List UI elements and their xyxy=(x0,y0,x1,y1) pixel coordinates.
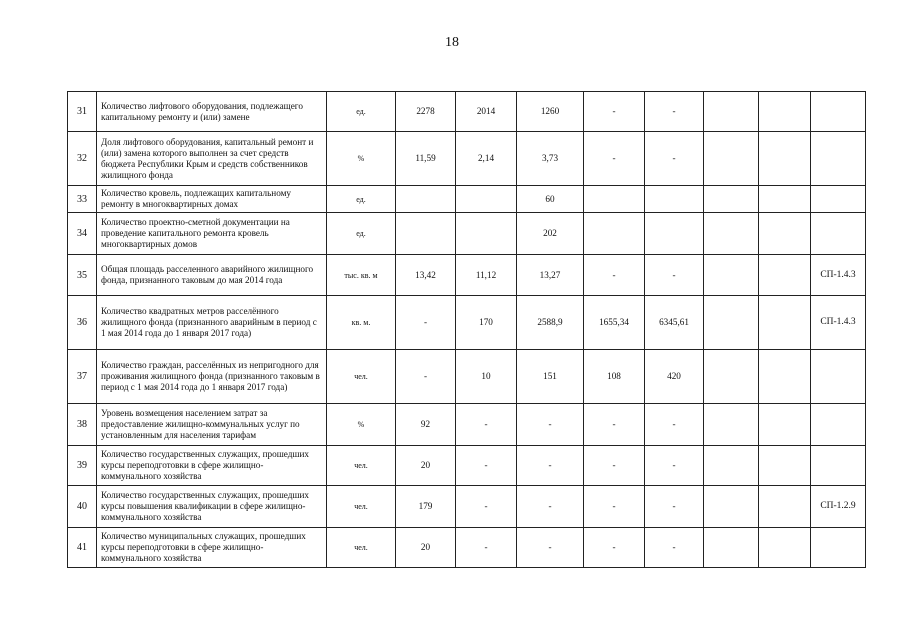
table-row xyxy=(68,350,866,404)
program-code-cell: СП-1.4.3 xyxy=(811,296,866,350)
row-number: 32 xyxy=(68,132,97,186)
value-cell-5: - xyxy=(645,92,704,132)
indicator-description: Общая площадь расселенного аварийного жилищного фонда, признанного таковым до мая 2014 года xyxy=(97,255,327,296)
table-row xyxy=(68,255,866,296)
row-number: 35 xyxy=(68,255,97,296)
value-cell-6 xyxy=(704,132,759,186)
value-cell-4: - xyxy=(584,404,645,446)
value-cell-7 xyxy=(759,296,811,350)
value-cell-5: - xyxy=(645,446,704,486)
row-number: 39 xyxy=(68,446,97,486)
value-cell-6 xyxy=(704,255,759,296)
value-cell-7 xyxy=(759,92,811,132)
value-cell-1: 11,59 xyxy=(396,132,456,186)
program-code-cell xyxy=(811,92,866,132)
value-cell-6 xyxy=(704,446,759,486)
unit-cell: чел. xyxy=(327,350,396,404)
row-number: 31 xyxy=(68,92,97,132)
unit-cell: чел. xyxy=(327,446,396,486)
table-row xyxy=(68,92,866,132)
unit-cell: % xyxy=(327,404,396,446)
program-code-cell xyxy=(811,213,866,255)
program-code-cell: СП-1.4.3 xyxy=(811,255,866,296)
value-cell-3: 1260 xyxy=(517,92,584,132)
page-number: 18 xyxy=(445,35,459,50)
value-cell-4: - xyxy=(584,255,645,296)
table-row xyxy=(68,486,866,528)
indicator-description: Количество проектно-сметной документации на проведение капитального ремонта кровель многоквартирных домов xyxy=(97,213,327,255)
value-cell-1: - xyxy=(396,296,456,350)
value-cell-2: 11,12 xyxy=(456,255,517,296)
table-row xyxy=(68,132,866,186)
value-cell-3: 202 xyxy=(517,213,584,255)
value-cell-3: 151 xyxy=(517,350,584,404)
row-number: 34 xyxy=(68,213,97,255)
unit-cell: кв. м. xyxy=(327,296,396,350)
program-code-cell xyxy=(811,446,866,486)
value-cell-5: 420 xyxy=(645,350,704,404)
value-cell-2 xyxy=(456,186,517,213)
program-code-cell xyxy=(811,528,866,568)
value-cell-5: - xyxy=(645,528,704,568)
table-row xyxy=(68,446,866,486)
value-cell-3: 3,73 xyxy=(517,132,584,186)
indicator-description: Количество государственных служащих, прошедших курсы повышения квалификации в сфере жилищно-коммунального хозяйства xyxy=(97,486,327,528)
program-code-cell: СП-1.2.9 xyxy=(811,486,866,528)
indicator-description: Доля лифтового оборудования, капитальный ремонт и (или) замена которого выполнен за счет средств бюджета Республики Крым и средств собственников жилищного фонда xyxy=(97,132,327,186)
value-cell-3: - xyxy=(517,528,584,568)
table-row xyxy=(68,296,866,350)
row-number: 37 xyxy=(68,350,97,404)
value-cell-4: - xyxy=(584,486,645,528)
value-cell-1: 92 xyxy=(396,404,456,446)
indicator-description: Количество государственных служащих, прошедших курсы переподготовки в сфере жилищно-коммунального хозяйства xyxy=(97,446,327,486)
value-cell-5 xyxy=(645,213,704,255)
value-cell-4: - xyxy=(584,132,645,186)
value-cell-7 xyxy=(759,404,811,446)
value-cell-7 xyxy=(759,255,811,296)
value-cell-3: 2588,9 xyxy=(517,296,584,350)
value-cell-1 xyxy=(396,213,456,255)
value-cell-1: 179 xyxy=(396,486,456,528)
value-cell-6 xyxy=(704,213,759,255)
value-cell-4: - xyxy=(584,528,645,568)
value-cell-2: - xyxy=(456,404,517,446)
row-number: 33 xyxy=(68,186,97,213)
value-cell-6 xyxy=(704,528,759,568)
value-cell-5: - xyxy=(645,132,704,186)
indicator-description: Количество кровель, подлежащих капитальному ремонту в многоквартирных домах xyxy=(97,186,327,213)
value-cell-6 xyxy=(704,186,759,213)
value-cell-2: 170 xyxy=(456,296,517,350)
value-cell-2: - xyxy=(456,446,517,486)
value-cell-7 xyxy=(759,446,811,486)
indicator-description: Количество квадратных метров расселённого жилищного фонда (признанного аварийным в период с 1 мая 2014 года до 1 января 2017 года) xyxy=(97,296,327,350)
value-cell-3: 13,27 xyxy=(517,255,584,296)
value-cell-7 xyxy=(759,350,811,404)
value-cell-6 xyxy=(704,486,759,528)
value-cell-1 xyxy=(396,186,456,213)
program-code-cell xyxy=(811,132,866,186)
value-cell-1: 2278 xyxy=(396,92,456,132)
program-code-cell xyxy=(811,404,866,446)
program-code-cell xyxy=(811,350,866,404)
row-number: 40 xyxy=(68,486,97,528)
table-row xyxy=(68,186,866,213)
value-cell-5: 6345,61 xyxy=(645,296,704,350)
value-cell-2: 2014 xyxy=(456,92,517,132)
value-cell-7 xyxy=(759,213,811,255)
value-cell-7 xyxy=(759,132,811,186)
value-cell-4 xyxy=(584,186,645,213)
value-cell-2: 2,14 xyxy=(456,132,517,186)
value-cell-1: - xyxy=(396,350,456,404)
indicator-description: Количество граждан, расселённых из непригодного для проживания жилищного фонда (признанного таковым в период с 1 мая 2014 года до 1 января 2017 года) xyxy=(97,350,327,404)
value-cell-4 xyxy=(584,213,645,255)
table-row xyxy=(68,213,866,255)
unit-cell: тыс. кв. м xyxy=(327,255,396,296)
row-number: 38 xyxy=(68,404,97,446)
unit-cell: чел. xyxy=(327,528,396,568)
value-cell-7 xyxy=(759,528,811,568)
value-cell-3: 60 xyxy=(517,186,584,213)
value-cell-2 xyxy=(456,213,517,255)
value-cell-4: 108 xyxy=(584,350,645,404)
table-row xyxy=(68,528,866,568)
unit-cell: ед. xyxy=(327,92,396,132)
value-cell-1: 20 xyxy=(396,528,456,568)
value-cell-5 xyxy=(645,186,704,213)
value-cell-4: 1655,34 xyxy=(584,296,645,350)
value-cell-5: - xyxy=(645,255,704,296)
value-cell-6 xyxy=(704,296,759,350)
value-cell-6 xyxy=(704,92,759,132)
indicator-description: Количество лифтового оборудования, подлежащего капитальному ремонту и (или) замене xyxy=(97,92,327,132)
value-cell-4: - xyxy=(584,92,645,132)
value-cell-2: - xyxy=(456,528,517,568)
program-code-cell xyxy=(811,186,866,213)
row-number: 41 xyxy=(68,528,97,568)
value-cell-6 xyxy=(704,350,759,404)
table-body xyxy=(68,92,866,568)
value-cell-5: - xyxy=(645,486,704,528)
value-cell-7 xyxy=(759,186,811,213)
value-cell-7 xyxy=(759,486,811,528)
row-number: 36 xyxy=(68,296,97,350)
value-cell-3: - xyxy=(517,486,584,528)
value-cell-3: - xyxy=(517,446,584,486)
value-cell-1: 20 xyxy=(396,446,456,486)
value-cell-2: 10 xyxy=(456,350,517,404)
value-cell-5: - xyxy=(645,404,704,446)
value-cell-6 xyxy=(704,404,759,446)
unit-cell: ед. xyxy=(327,186,396,213)
value-cell-2: - xyxy=(456,486,517,528)
unit-cell: чел. xyxy=(327,486,396,528)
indicators-table xyxy=(67,91,866,568)
indicator-description: Уровень возмещения населением затрат за предоставление жилищно-коммунальных услуг по установленным для населения тарифам xyxy=(97,404,327,446)
value-cell-1: 13,42 xyxy=(396,255,456,296)
indicator-description: Количество муниципальных служащих, прошедших курсы переподготовки в сфере жилищно-коммунального хозяйства xyxy=(97,528,327,568)
table-row xyxy=(68,404,866,446)
unit-cell: % xyxy=(327,132,396,186)
unit-cell: ед. xyxy=(327,213,396,255)
value-cell-4: - xyxy=(584,446,645,486)
value-cell-3: - xyxy=(517,404,584,446)
